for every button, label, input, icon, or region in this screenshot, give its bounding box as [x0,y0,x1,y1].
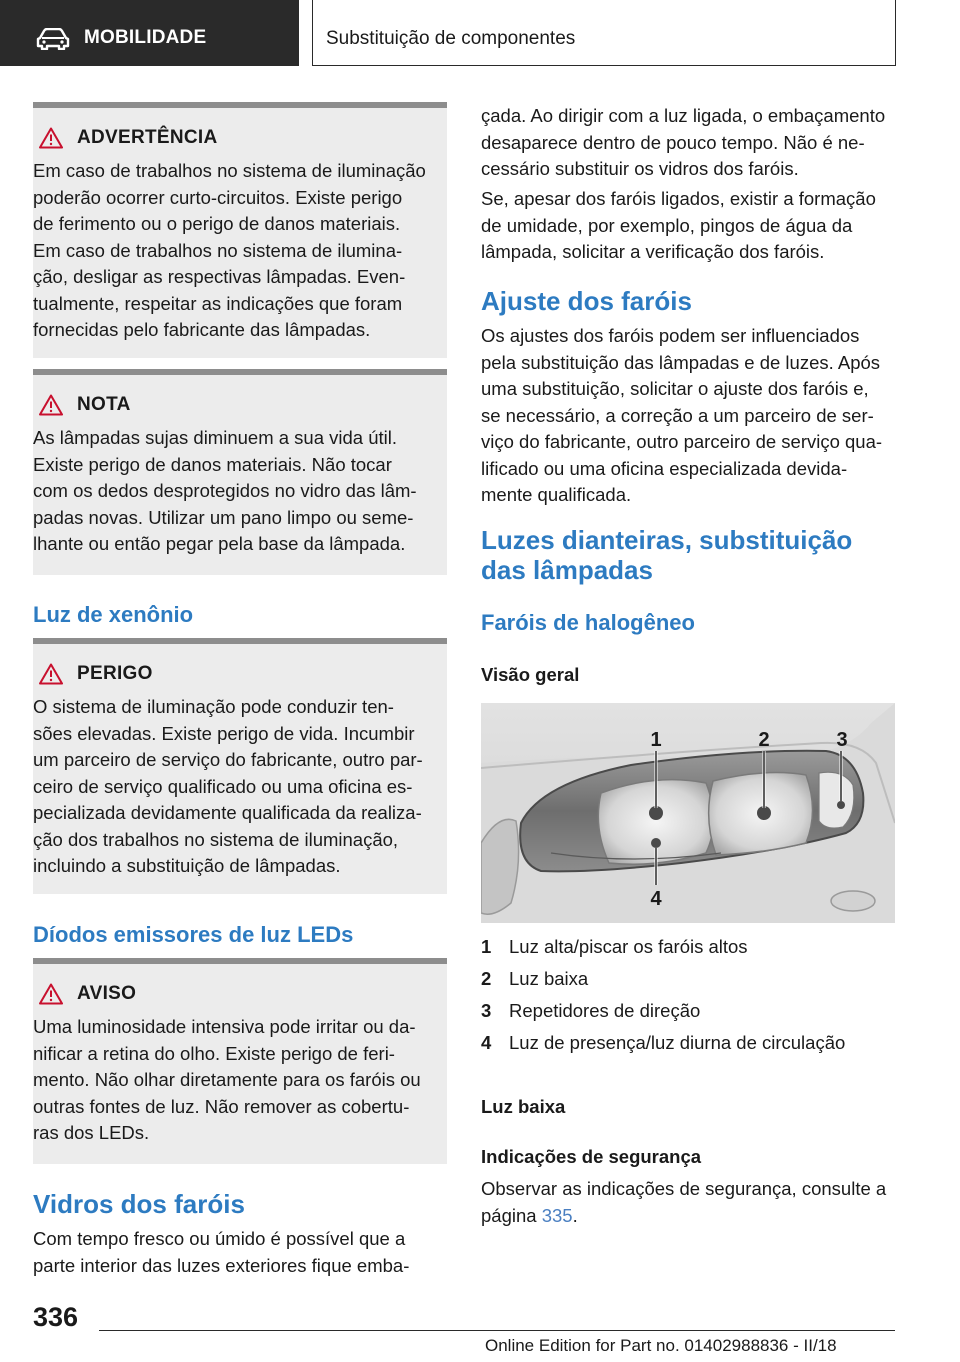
led-heading: Díodos emissores de luz LEDs [33,922,354,947]
halogeneo-heading: Faróis de halogêneo [481,610,695,635]
perigo-text: O sistema de iluminação pode conduzir ten- sões elevadas. Existe perigo de vida. Incumbir um parceiro de serviço do fabricante, outro par- ceiro de serviço qualificado ou uma oficina es- pecializada devidamente qualificada da realiza- ção dos trabalhos no sistema de iluminação, incluindo a substituição de lâmpadas. [33,696,423,876]
aviso-box [33,958,447,1164]
luz-baixa-heading: Luz baixa [481,1096,566,1117]
seguranca-heading: Indicações de segurança [481,1146,702,1167]
aviso-text: Uma luminosidade intensiva pode irritar ou da- nificar a retina do olho. Existe perigo de feri- mento. Não olhar diretamente para os faróis ou outras fontes de luz. Não remover as cobertu- ras dos LEDs. [33,1016,421,1143]
chapter-header [312,0,896,66]
page-link-335[interactable]: 335 [541,1204,573,1226]
warning-triangle-icon [39,663,63,685]
warning-triangle-icon [39,983,63,1005]
perigo-box [33,638,447,894]
luzes-heading: Luzes dianteiras, substituição das lâmpadas [481,525,853,585]
nota-box [33,369,447,575]
warning-triangle-icon [39,127,63,149]
warning-triangle-icon [39,394,63,416]
section-title: MOBILIDADE [84,27,207,48]
headlight-figure [481,703,895,923]
advertencia-title: ADVERTÊNCIA [77,127,218,148]
seguranca-text: Observar as indicações de segurança, consulte a página 335. [481,1178,887,1226]
footer-divider [99,1330,895,1331]
xenon-heading: Luz de xenônio [33,602,194,627]
humidity-text: Se, apesar dos faróis ligados, existir a formação de umidade, por exemplo, pingos de água da lâmpada, solicitar a verificação dos faróis. [481,188,876,262]
edition-footer: Online Edition for Part no. 01402988836 - II/18 [485,1336,837,1355]
aviso-title: AVISO [77,983,137,1004]
page-number: 336 [33,1302,79,1332]
vidros-continued-text: çada. Ao dirigir com a luz ligada, o embaçamento desaparece dentro de pouco tempo. Não é ne- cessário substituir os vidros dos faróis. [481,105,886,179]
ajuste-heading: Ajuste dos faróis [481,286,692,316]
headlight-illustration [481,703,895,923]
advertencia-text: Em caso de trabalhos no sistema de iluminação poderão ocorrer curto-circuitos. Existe perigo de ferimento ou o perigo de danos materiais. Em caso de trabalhos no sistema de ilumina- ção, desligar as respectivas lâmpadas. Even- tualmente, respeitar as indicações que foram fornecidas pelo fabricante das lâmpadas. [33,160,426,340]
ajuste-text: Os ajustes dos faróis podem ser influenciados pela substituição das lâmpadas e de luzes. Após uma substituição, solicitar o ajuste dos faróis e, se necessário, a correção a um parceiro de ser- viço do fabricante, outro parceiro de serviço qua- lificado ou uma oficina especializada devida- mente qualificada. [481,325,883,505]
callout-2: 2 [758,729,770,751]
callout-1: 1 [650,729,662,751]
section-tab [0,0,299,66]
nota-title: NOTA [77,394,131,415]
advertencia-box [33,102,447,358]
vidros-text: Com tempo fresco ou úmido é possível que a parte interior das luzes exteriores fique emba- [33,1228,410,1276]
chapter-title: Substituição de componentes [326,28,576,49]
callout-4: 4 [650,888,662,910]
visao-geral-heading: Visão geral [481,664,580,685]
vidros-heading: Vidros dos faróis [33,1189,245,1219]
nota-text: As lâmpadas sujas diminuem a sua vida útil. Existe perigo de danos materiais. Não tocar com os dedos desprotegidos no vidro das lâm- padas novas. Utilizar um pano limpo ou seme- lhante ou então pegar pela base da lâmpada. [33,427,417,554]
perigo-title: PERIGO [77,663,153,684]
callout-3: 3 [836,729,848,751]
car-icon [36,28,70,50]
